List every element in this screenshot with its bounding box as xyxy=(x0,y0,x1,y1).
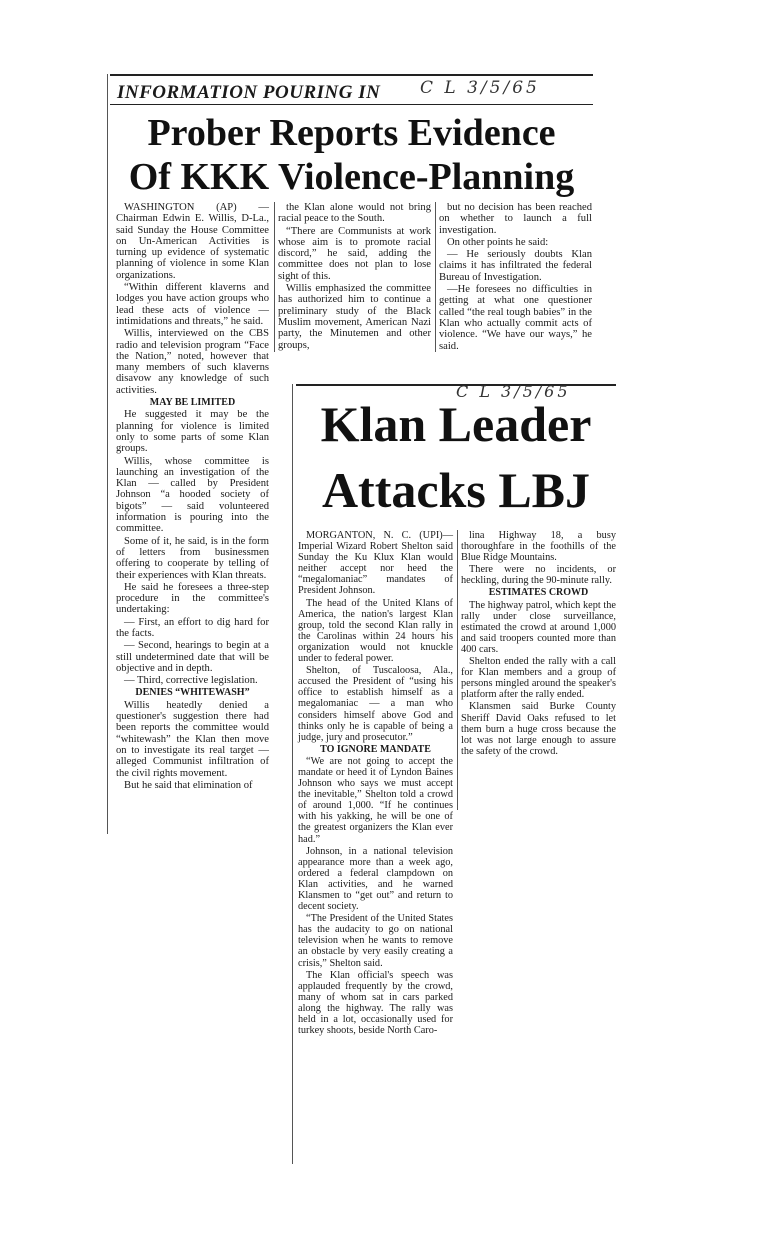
paragraph: —He foresees no difficulties in getting at what one questioner called “the real tough babies” in the Klan who actually commit acts of violence. “We have our ways,” he said. xyxy=(439,284,592,352)
paragraph: Willis, interviewed on the CBS radio and television program “Face the Nation,” noted, however that many members of such klaverns disavow any knowledge of such activities. xyxy=(116,328,269,396)
paragraph: — First, an effort to dig hard for the facts. xyxy=(116,616,269,639)
paragraph: Willis emphasized the committee has authorized him to continue a preliminary study of the Black Muslim movement, American Nazi party, the Minutemen and other groups, xyxy=(278,283,431,351)
paragraph: — He seriously doubts Klan claims it has infiltrated the federal Bureau of Investigation. xyxy=(439,249,592,283)
article2-column-2 xyxy=(461,530,616,758)
paragraph: The highway patrol, which kept the rally under close surveillance, estimated the crowd at around 1,000 and said troopers counted more than 400 cars. xyxy=(461,599,616,655)
paragraph: the Klan alone would not bring racial peace to the South. xyxy=(278,202,431,225)
paragraph: WASHINGTON (AP) — Chairman Edwin E. Willis, D-La., said Sunday the House Committee on Un-American Activities is turning up evidence of systematic planning of violence in some Klan organizations. xyxy=(116,202,269,281)
kicker: INFORMATION POURING IN xyxy=(117,82,381,103)
paragraph: “There are Communists at work whose aim is to promote racial discord,” he said, adding the committee does not plan to lose sight of this. xyxy=(278,225,431,282)
paragraph: He suggested it may be the planning for violence is limited only to some parts of some Klan groups. xyxy=(116,409,269,455)
paragraph: On other points he said: xyxy=(447,236,549,248)
column-divider xyxy=(457,530,458,810)
handwritten-date: C L 3/5/65 xyxy=(420,78,540,98)
article1-column-3 xyxy=(439,202,592,353)
paragraph: Willis, whose committee is launching an investigation of the Klan — called by President Johnson “a hooded society of bigots” — said volunteered information is pouring into the committee. xyxy=(116,455,269,535)
paragraph: Shelton ended the rally with a call for Klan members and a group of persons mingled around the speaker's platform after the rally ended. xyxy=(461,656,616,701)
article1-column-2 xyxy=(278,202,431,352)
paragraph: but no decision has been reached on whether to launch a full investigation. xyxy=(439,202,592,236)
paragraph: — Second, hearings to begin at a still undetermined date that will be objective and in depth. xyxy=(116,640,269,674)
paragraph: The Klan official's speech was applauded frequently by the crowd, many of whom sat in cars parked along the highway. The rally was held in a lot, occasionally used for turkey shoots, beside North Caro- xyxy=(298,969,453,1037)
paragraph: There were no incidents, or heckling, during the 90-minute rally. xyxy=(461,564,616,587)
paragraph: “The President of the United States has the audacity to go on national television when he wants to remove an obstacle by very easily creating a crisis,” Shelton said. xyxy=(298,913,453,969)
subhead: DENIES “WHITEWASH” xyxy=(135,687,250,699)
top-rule xyxy=(110,74,593,76)
article2-column-1 xyxy=(298,530,453,1037)
paragraph: MORGANTON, N. C. (UPI)—Imperial Wizard Robert Shelton said Sunday the Ku Klux Klan would neither accept nor heed the “megalomaniac” mandates of President Johnson. xyxy=(298,530,453,597)
paragraph: But he said that elimination of xyxy=(124,779,253,791)
headline-line1: Klan Leader xyxy=(320,396,592,452)
left-border-rule xyxy=(292,384,293,1164)
paragraph: “We are not going to accept the mandate or heed it of Lyndon Baines Johnson who says we must accept the inevitable,” Shelton told a crowd of around 1,000. “If he continues with his yakking, he will be one of the greatest organizers the Klan ever had.” xyxy=(298,755,453,845)
subhead: MAY BE LIMITED xyxy=(149,397,236,409)
paragraph: Shelton, of Tuscaloosa, Ala., accused the President of “using his office to establish himself as a megalomaniac — a man who considers himself above God and thinks only he is capable of being a judge, jury and prosecutor.” xyxy=(298,665,453,743)
left-border-rule xyxy=(107,74,108,834)
headline-line2: Of KKK Violence-Planning xyxy=(128,156,575,198)
paragraph: He said he foresees a three-step procedure in the committee's undertaking: xyxy=(116,581,269,616)
headline-line1: Prober Reports Evidence xyxy=(147,112,556,154)
column-divider xyxy=(274,202,275,352)
column-divider xyxy=(435,202,436,352)
subhead: ESTIMATES CROWD xyxy=(488,587,589,599)
paragraph: Willis heatedly denied a questioner's suggestion there had been reports the committee would “whitewash” the Klan then move on to investigate its real target — alleged Communist infiltration of the civil rights movement. xyxy=(116,699,269,779)
handwritten-date: C L 3/5/65 xyxy=(456,382,571,401)
paragraph: Klansmen said Burke County Sheriff David Oaks refused to let them burn a huge cross because the lot was not large enough to assure the safety of the crowd. xyxy=(461,701,616,757)
subhead: TO IGNORE MANDATE xyxy=(320,743,431,755)
headline-line2: Attacks LBJ xyxy=(321,462,591,518)
paragraph: The head of the United Klans of America, the nation's largest Klan group, told the second Klan rally in the Carolinas within 24 hours his organization would not knuckle under to federal power. xyxy=(298,597,453,665)
paragraph: “Within different klaverns and lodges you have action groups who lead these acts of violence — intimidations and threats,” he said. xyxy=(116,282,269,327)
paragraph: Johnson, in a national television appearance more than a week ago, ordered a federal clampdown on Klan activities, and he warned Klansmen to “get out” and return to decent society. xyxy=(298,845,453,913)
article1-column-1 xyxy=(116,202,269,792)
paragraph: — Third, corrective legislation. xyxy=(124,675,258,687)
paragraph: lina Highway 18, a busy thoroughfare in the foothills of the Blue Ridge Mountains. xyxy=(461,530,616,564)
paragraph: Some of it, he said, is in the form of letters from businessmen offering to cooperate by telling of their experiences with Klan threats. xyxy=(116,535,269,581)
kicker-rule xyxy=(110,104,593,105)
